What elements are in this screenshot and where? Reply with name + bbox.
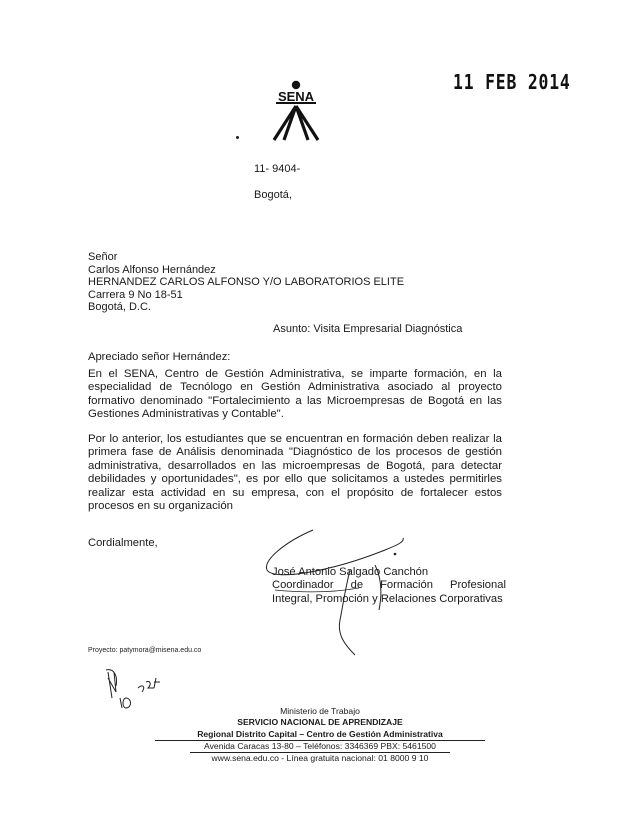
city-line: Bogotá, [254,189,292,201]
addressee-address: Carrera 9 No 18-51 [88,288,183,301]
signer-title-word: Profesional [449,579,506,592]
letterhead-footer [175,706,465,764]
handwritten-initials [102,668,166,710]
paragraph-1: En el SENA, Centro de Gestión Administrativa, se imparte formación, en la especialidad de Tecnólogo en Gestión Administrativa asociado al proyecto formativo denominado "Fortalecimiento a las Microempresas de Bogotá en las Gestiones Administrativas y Contable". [88,368,502,421]
signer-name: José Antonio Salgado Canchón [272,566,429,578]
signer-title-word: Coordinador [272,579,334,592]
addressee-block [88,251,404,314]
addressee-company: HERNANDEZ CARLOS ALFONSO Y/O LABORATORIOS ELITE [88,276,405,289]
paragraph-2: Por lo anterior, los estudiantes que se encuentran en formación deben realizar la primera fase de Análisis denominada "Diagnóstico de los procesos de gestión administrativa, desarrollados en las microempresas de Bogotá, para detectar debilidades y oportunidades", es por ello que solicitamos a ustedes permitirles realizar esta actividad en su empresa, con el propósito de fortalecer estos procesos en su organización [88,433,502,513]
addressee-city: Bogotá, D.C. [88,301,151,314]
signer-block [272,566,506,606]
reference-number: 11- 9404- [254,163,301,175]
ink-dot [236,136,239,139]
footer-ministry: Ministerio de Trabajo [280,706,360,716]
addressee-title: Señor [88,251,118,263]
sena-logo-icon [262,80,330,142]
logo-text: SENA [277,89,315,104]
footer-service: SERVICIO NACIONAL DE APRENDIZAJE [237,717,403,728]
footer-web: www.sena.edu.co - Línea gratuita nacional: 01 8000 9 10 [211,753,429,764]
signer-title-line-2: Integral, Promoción y Relaciones Corporativas [272,592,503,605]
closing: Cordialmente, [88,537,158,549]
project-email: Proyecto: patymora@misena.edu.co [88,647,202,654]
footer-address: Avenida Caracas 13-80 – Teléfonos: 3346369 PBX: 5461500 [204,740,436,751]
received-date-stamp: 11 FEB 2014 [453,70,571,94]
subject-line: Asunto: Visita Empresarial Diagnóstica [273,323,463,335]
greeting: Apreciado señor Hernández: [88,351,231,363]
addressee-name: Carlos Alfonso Hernández [88,263,216,276]
signer-title-line-1 [272,579,506,592]
signer-title-word: Formación [380,579,433,592]
signer-title-word: de [350,579,364,592]
footer-regional: Regional Distrito Capital – Centro de Gestión Administrativa [197,728,443,739]
footer-rule [155,740,485,741]
